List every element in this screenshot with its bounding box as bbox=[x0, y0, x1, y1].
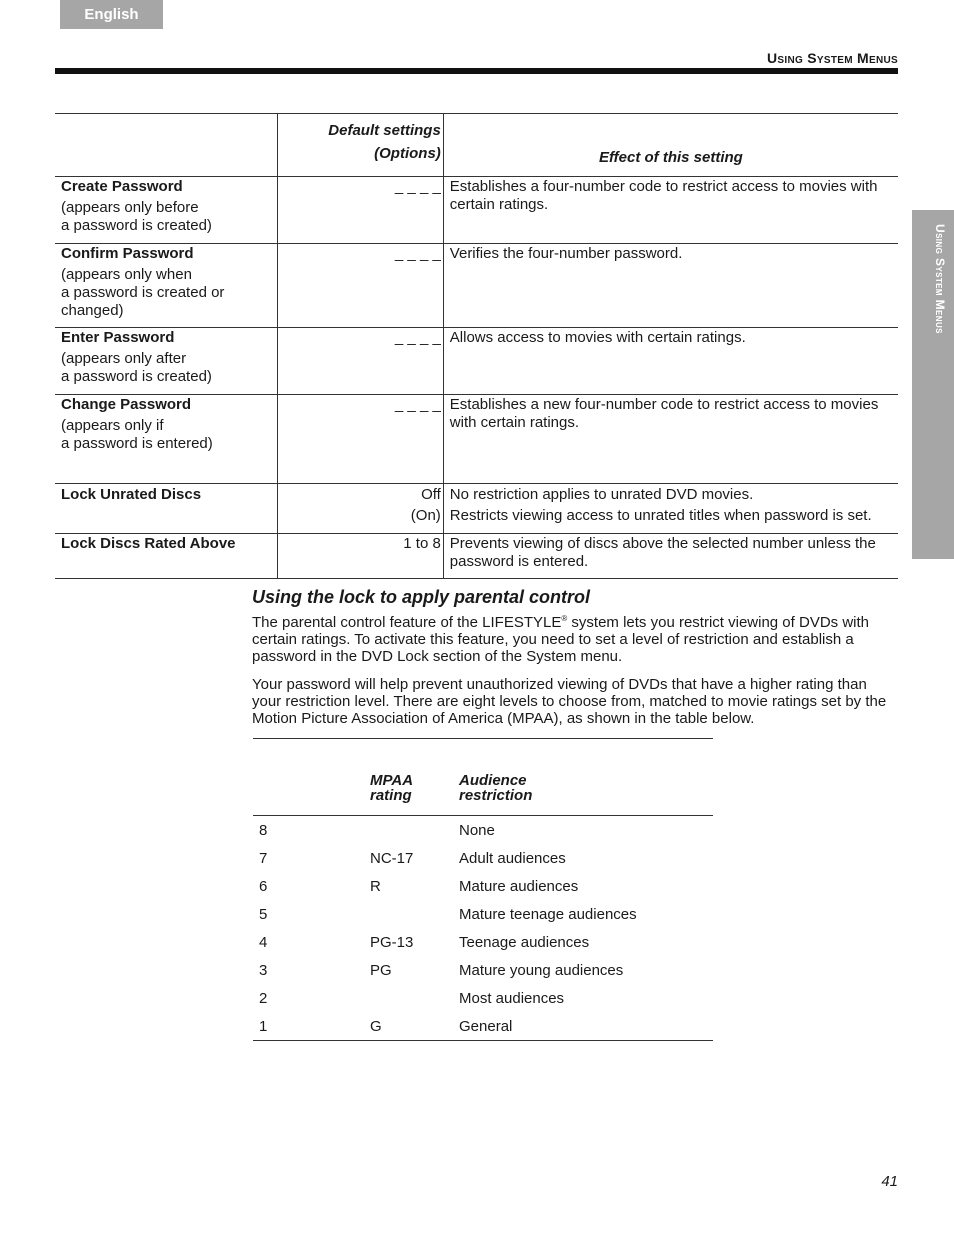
mpaa-table bbox=[253, 738, 713, 1041]
table-row: 5 Mature teenage audiences bbox=[259, 905, 637, 923]
setting-name: Lock Discs Rated Above bbox=[61, 535, 236, 552]
table-row bbox=[55, 177, 898, 244]
setting-effect-option: Restricts viewing access to unrated titles when password is set. bbox=[449, 507, 872, 524]
setting-effect: Allows access to movies with certain ratings. bbox=[449, 329, 746, 346]
table-row: 8 None bbox=[259, 821, 495, 839]
language-tab[interactable]: English bbox=[60, 0, 163, 29]
setting-name: Change Password bbox=[61, 396, 192, 413]
setting-note: (appears only before a password is created) bbox=[61, 199, 212, 234]
table-row bbox=[55, 328, 898, 395]
setting-effect: Establishes a four-number code to restrict access to movies with certain ratings. bbox=[449, 178, 878, 213]
page-number: 41 bbox=[881, 1173, 898, 1190]
setting-effect: Prevents viewing of discs above the selected number unless the password is entered. bbox=[449, 535, 876, 570]
setting-effect: Establishes a new four-number code to restrict access to movies with certain ratings. bbox=[449, 396, 879, 431]
table-row bbox=[55, 534, 898, 579]
settings-table bbox=[55, 113, 898, 579]
table-row: 2 Most audiences bbox=[259, 989, 565, 1007]
setting-name: Enter Password bbox=[61, 329, 175, 346]
header-rule bbox=[55, 68, 898, 74]
paragraph-levels: Your password will help prevent unauthorized viewing of DVDs that have a higher rating than your restriction level. There are eight levels to choose from, matched to movie ratings set by the Motion Picture Association of America (MPAA), as shown in the table below. bbox=[252, 676, 887, 727]
setting-effect: No restriction applies to unrated DVD movies. bbox=[449, 486, 754, 503]
mpaa-header-row bbox=[253, 739, 713, 816]
setting-default: _ _ _ _ bbox=[394, 178, 441, 195]
setting-note: (appears only after a password is created) bbox=[61, 350, 212, 385]
setting-name: Lock Unrated Discs bbox=[61, 486, 202, 503]
settings-header-default bbox=[277, 114, 443, 177]
table-row: 1 G General bbox=[253, 1012, 713, 1041]
paragraph-intro: The parental control feature of the LIFESTYLE® system lets you restrict viewing of DVDs with certain ratings. To activate this feature, you need to set a level of restriction and establish a password in the DVD Lock section of the System menu. bbox=[252, 614, 870, 665]
registered-mark: ® bbox=[561, 614, 568, 623]
running-head: Using System Menus bbox=[767, 50, 898, 66]
side-section-tab[interactable] bbox=[912, 210, 954, 559]
header-options-label: (Options) bbox=[374, 145, 441, 162]
table-row: 7 NC-17 Adult audiences bbox=[259, 849, 566, 867]
table-row bbox=[55, 244, 898, 328]
setting-effect: Verifies the four-number password. bbox=[449, 245, 683, 262]
mpaa-header-audience: Audience restriction bbox=[459, 772, 533, 804]
setting-name: Create Password bbox=[61, 178, 183, 195]
mpaa-header-level bbox=[253, 739, 370, 816]
settings-header-effect: Effect of this setting bbox=[598, 149, 743, 166]
setting-note: (appears only when a password is created or changed) bbox=[61, 266, 225, 319]
setting-default: _ _ _ _ bbox=[394, 329, 441, 346]
table-row: 4 PG-13 Teenage audiences bbox=[259, 933, 590, 951]
settings-header-blank bbox=[55, 114, 277, 177]
setting-name: Confirm Password bbox=[61, 245, 194, 262]
table-row bbox=[55, 484, 898, 534]
setting-default: _ _ _ _ bbox=[394, 245, 441, 262]
table-row: 6 R Mature audiences bbox=[259, 877, 579, 895]
side-tab-label: Using System Menus bbox=[933, 224, 947, 334]
settings-header-row bbox=[55, 114, 898, 177]
setting-option: (On) bbox=[410, 507, 441, 524]
table-row bbox=[55, 395, 898, 484]
header-default-label: Default settings bbox=[328, 122, 441, 139]
setting-note: (appears only if a password is entered) bbox=[61, 417, 213, 452]
mpaa-header-rating: MPAA rating bbox=[370, 772, 414, 804]
setting-default: _ _ _ _ bbox=[394, 396, 441, 413]
setting-default: Off bbox=[421, 486, 441, 503]
table-row: 3 PG Mature young audiences bbox=[259, 961, 624, 979]
setting-default: 1 to 8 bbox=[403, 535, 441, 552]
section-title: Using the lock to apply parental control bbox=[252, 587, 591, 607]
